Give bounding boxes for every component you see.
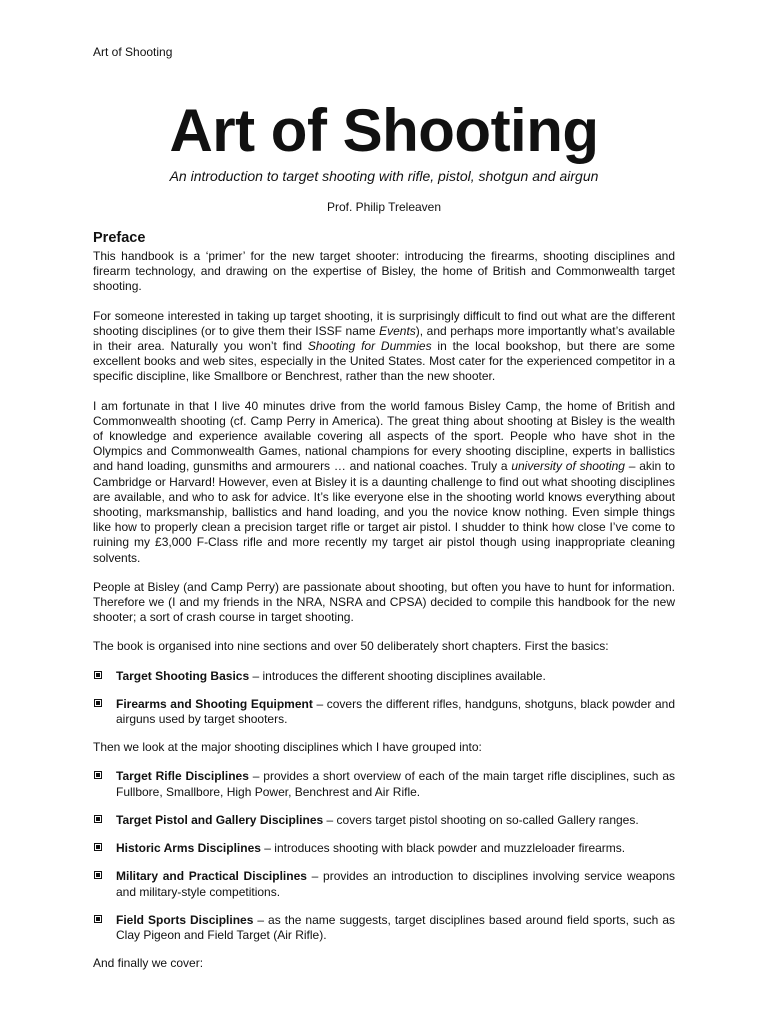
paragraph-7: And finally we cover: xyxy=(93,956,204,971)
list-item: Field Sports Disciplines – as the name suggests, target disciplines based around field sports, such as Clay Pigeon and Field Target (Air Rifle). xyxy=(93,913,675,943)
author-name: Prof. Philip Treleaven xyxy=(326,200,442,214)
square-bullet-icon xyxy=(94,871,102,879)
list-item: Firearms and Shooting Equipment – covers the different rifles, handguns, shotguns, black powder and airguns used by target shooters. xyxy=(93,697,675,727)
list-item: Historic Arms Disciplines – introduces shooting with black powder and muzzleloader firearms. xyxy=(93,841,675,856)
square-bullet-icon xyxy=(94,843,102,851)
list-item: Target Rifle Disciplines – provides a short overview of each of the main target rifle disciplines, such as Fullbore, Smallbore, High Power, Benchrest and Air Rifle. xyxy=(93,769,675,799)
paragraph-2: For someone interested in taking up target shooting, it is surprisingly difficult to find out what are the different shooting disciplines (or to give them their ISSF name Events), and perhaps more importantly what’s available in their area. Naturally you won’t find Shooting for Dummies in the local bookshop, but there are some excellent books and web sites, especially in the United States. Most cater for the experienced competitor in a specific discipline, like Smallbore or Benchrest, rather than the new shooter. xyxy=(93,308,675,384)
square-bullet-icon xyxy=(94,771,102,779)
document-title: Art of Shooting xyxy=(169,97,599,164)
list-item: Target Shooting Basics – introduces the different shooting disciplines available. xyxy=(93,669,675,684)
square-bullet-icon xyxy=(94,915,102,923)
paragraph-6: Then we look at the major shooting disciplines which I have grouped into: xyxy=(93,740,482,755)
list-item: Target Pistol and Gallery Disciplines – covers target pistol shooting on so-called Gallery ranges. xyxy=(93,813,675,828)
paragraph-5: The book is organised into nine sections and over 50 deliberately short chapters. First the basics: xyxy=(93,639,609,654)
preface-heading: Preface xyxy=(93,230,146,246)
running-header: Art of Shooting xyxy=(93,45,173,59)
basics-list xyxy=(93,669,675,728)
list-item: Military and Practical Disciplines – provides an introduction to disciplines involving service weapons and military-style competitions. xyxy=(93,869,675,899)
paragraph-1: This handbook is a ‘primer’ for the new target shooter: introducing the firearms, shooting disciplines and firearm technology, and drawing on the expertise of Bisley, the home of British and Commonwealth target shooting. xyxy=(93,249,675,294)
document-subtitle: An introduction to target shooting with rifle, pistol, shotgun and airgun xyxy=(169,168,599,184)
square-bullet-icon xyxy=(94,815,102,823)
paragraph-4: People at Bisley (and Camp Perry) are passionate about shooting, but often you have to hunt for information. Therefore we (I and my friends in the NRA, NSRA and CPSA) decided to compile this handbook for the new shooter; a sort of crash course in target shooting. xyxy=(93,579,675,625)
paragraph-3: I am fortunate in that I live 40 minutes drive from the world famous Bisley Camp, the home of British and Commonwealth shooting (cf. Camp Perry in America). The great thing about shooting at Bisley is the wealth of knowledge and experience available covering all aspects of the sport. People who have shot in the Olympics and Commonwealth Games, national champions for every shooting discipline, experts in ballistics and hand loading, gunsmiths and armourers … and national coaches. Truly a university of shooting – akin to Cambridge or Harvard! However, even at Bisley it is a daunting challenge to find out what shooting disciplines are available, and who to ask for advice. It’s like everyone else in the shooting world knows everything about shooting, marksmanship, ballistics and hand loading, and you the novice know nothing. Even simple things like how to properly clean a precision target rifle or target air pistol. I shudder to think how close I’ve come to ruining my £3,000 F-Class rifle and more recently my target air pistol though using inappropriate cleaning solvents. xyxy=(93,398,675,565)
square-bullet-icon xyxy=(94,699,102,707)
preface-section xyxy=(93,229,675,985)
square-bullet-icon xyxy=(94,671,102,679)
disciplines-list xyxy=(93,769,675,943)
